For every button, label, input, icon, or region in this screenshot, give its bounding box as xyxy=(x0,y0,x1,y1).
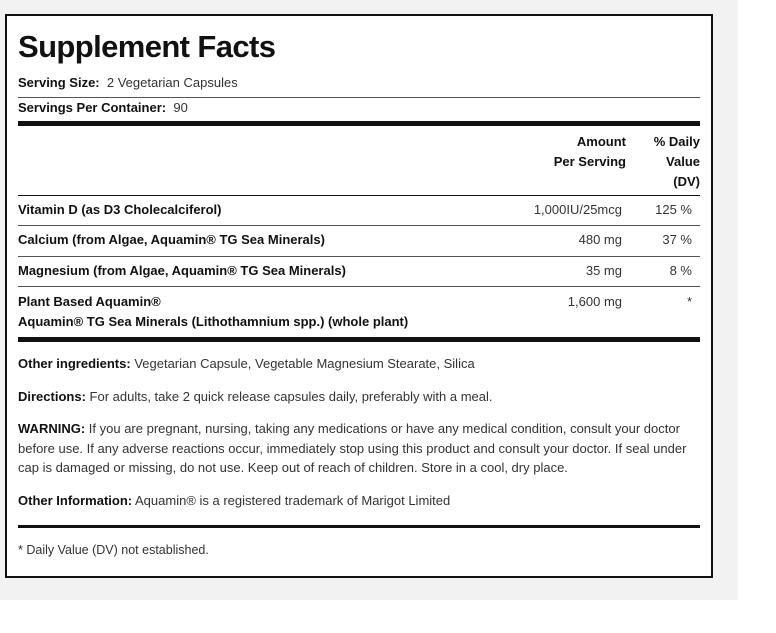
warning-label: WARNING: xyxy=(18,421,86,436)
warning xyxy=(18,419,700,478)
thick-divider xyxy=(18,525,700,528)
servings-value: 90 xyxy=(173,100,188,115)
nutrient-amount: 1,600 mg xyxy=(567,294,622,309)
nutrient-name-line2: Aquamin® TG Sea Minerals (Lithothamnium spp.) (whole plant) xyxy=(18,314,409,329)
servings-label: Servings Per Container: xyxy=(18,100,167,115)
nutrient-amount: 480 mg xyxy=(578,232,622,247)
nutrient-dv: 125 % xyxy=(655,202,692,217)
nutrient-dv: * xyxy=(686,294,692,309)
other-information-label: Other Information: xyxy=(18,493,133,508)
nutrient-amount: 1,000IU/25mcg xyxy=(533,202,622,217)
nutrient-name: Plant Based Aquamin® xyxy=(18,294,161,309)
directions xyxy=(18,387,700,407)
divider xyxy=(18,256,700,257)
serving-size-value: 2 Vegetarian Capsules xyxy=(106,75,238,90)
servings-per-container xyxy=(18,100,188,115)
panel-title: Supplement Facts xyxy=(18,29,276,64)
thick-divider xyxy=(18,121,700,126)
other-information-text: Aquamin® is a registered trademark of Marigot Limited xyxy=(135,493,451,508)
amount-per-serving-header: Amount Per Serving xyxy=(553,134,626,169)
warning-text: If you are pregnant, nursing, taking any medications or have any medical condition, consult your doctor xyxy=(88,421,680,436)
nutrient-name: Vitamin D (as D3 Cholecalciferol) xyxy=(18,202,222,217)
nutrient-dv: 8 % xyxy=(669,263,692,278)
nutrient-dv: 37 % xyxy=(662,232,692,247)
nutrient-amount: 35 mg xyxy=(585,263,622,278)
other-ingredients-label: Other ingredients: xyxy=(18,356,131,371)
footnote: * Daily Value (DV) not established. xyxy=(18,543,209,557)
divider xyxy=(18,225,700,226)
nutrient-name: Calcium (from Algae, Aquamin® TG Sea Minerals) xyxy=(18,232,325,247)
divider xyxy=(18,286,700,287)
serving-size xyxy=(18,75,238,90)
other-ingredients-text: Vegetarian Capsule, Vegetable Magnesium Stearate, Silica xyxy=(134,356,475,371)
warning-text: before use. If any adverse reactions occur, immediately stop using this product and consult your doctor. If seal under xyxy=(18,440,687,456)
warning-text: cap is damaged or missing, do not use. Keep out of reach of children. Store in a cool, dry place. xyxy=(18,460,568,475)
daily-value-header: % Daily Value (DV) xyxy=(653,134,700,189)
nutrient-name: Magnesium (from Algae, Aquamin® TG Sea Minerals) xyxy=(18,263,346,278)
other-ingredients xyxy=(18,354,700,374)
divider xyxy=(18,97,700,98)
supplement-facts-panel xyxy=(5,14,713,578)
thick-divider xyxy=(18,337,700,342)
serving-size-label: Serving Size: xyxy=(18,75,100,90)
divider xyxy=(18,195,700,196)
directions-text: For adults, take 2 quick release capsules daily, preferably with a meal. xyxy=(89,389,493,404)
directions-label: Directions: xyxy=(18,389,86,404)
other-information xyxy=(18,491,700,511)
